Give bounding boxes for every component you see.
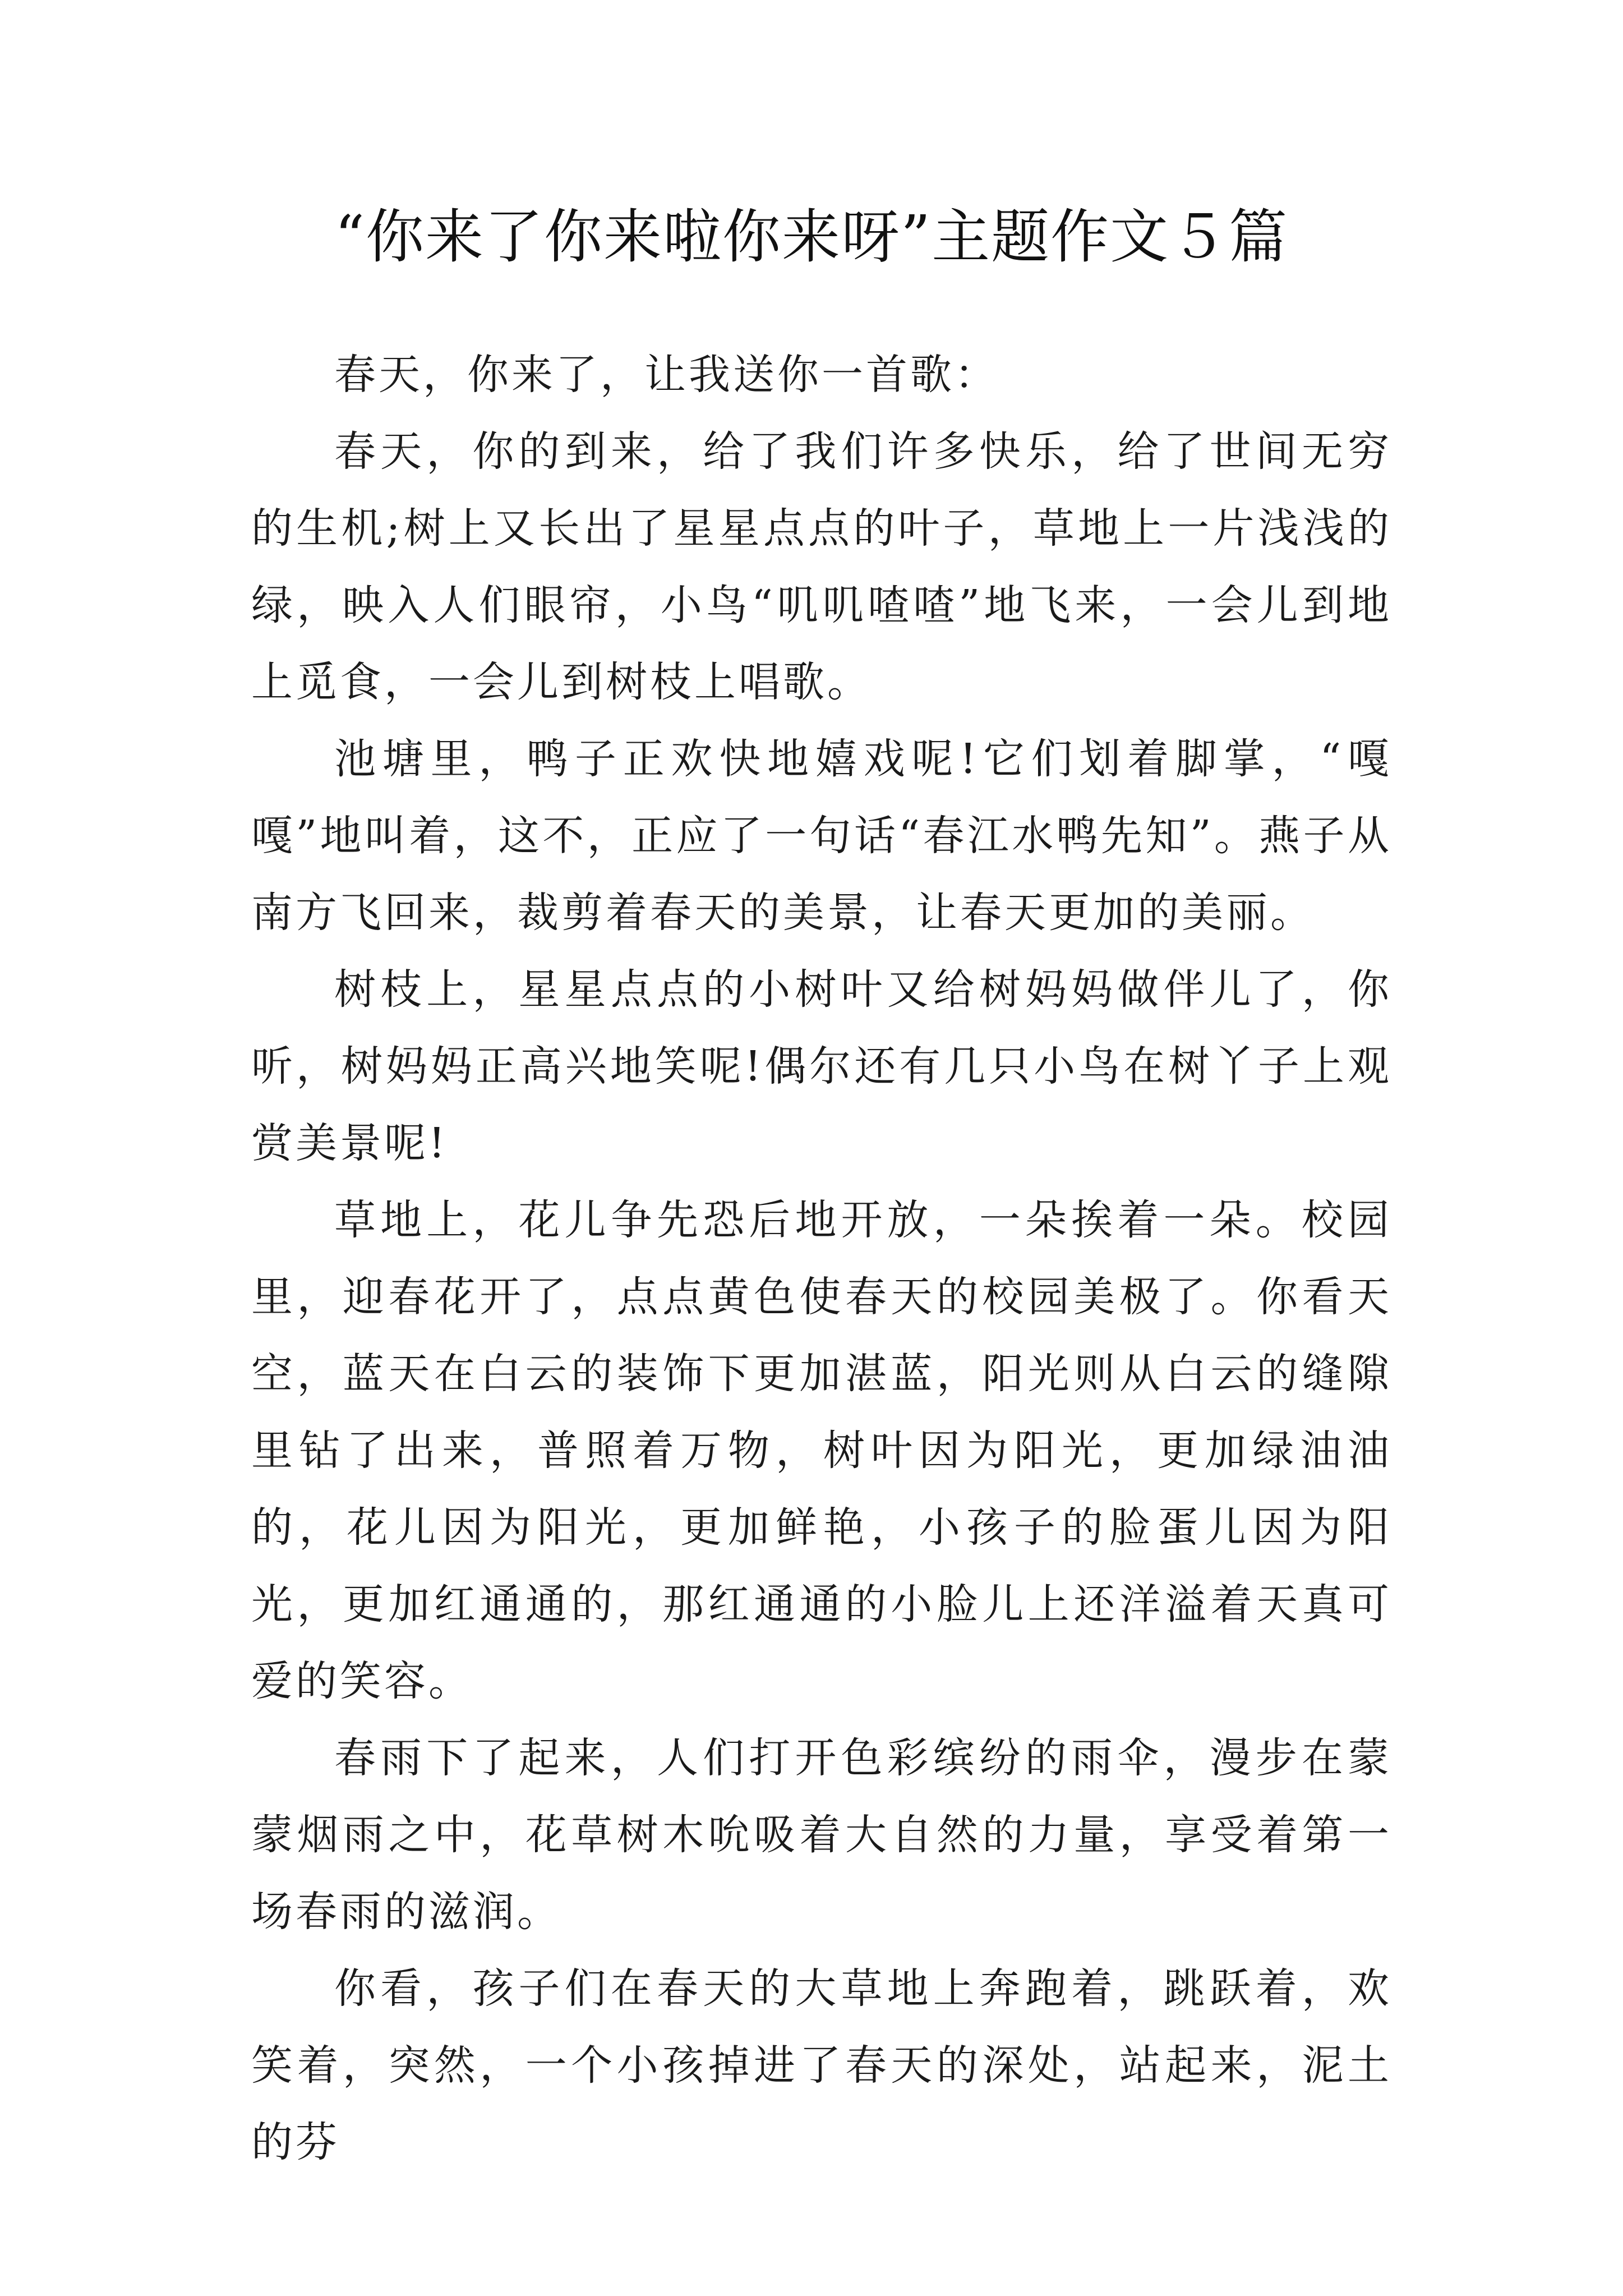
paragraph: 春雨下了起来，人们打开色彩缤纷的雨伞，漫步在蒙蒙烟雨之中，花草树木吮吸着大自然的力量，享受着第一场春雨的滋润。 [251, 1734, 1392, 1936]
paragraph: 你看，孩子们在春天的大草地上奔跑着，跳跃着，欢笑着，突然，一个小孩掉进了春天的深处，站起来，泥土的芬 [251, 1964, 1392, 2166]
paragraph: 草地上，花儿争先恐后地开放，一朵挨着一朵。校园里，迎春花开了，点点黄色使春天的校园美极了。你看天空，蓝天在白云的装饰下更加湛蓝，阳光则从白云的缝隙里钻了出来，普照着万物，树叶因为阳光，更加绿油油的，花儿因为阳光，更加鲜艳，小孩子的脸蛋儿因为阳光，更加红通通的，那红通通的小脸儿上还洋溢着天真可爱的笑容。 [251, 1196, 1392, 1705]
paragraph: 春天，你来了，让我送你一首歌： [334, 351, 999, 399]
document-body [251, 337, 1392, 2181]
paragraph: 池塘里，鸭子正欢快地嬉戏呢!它们划着脚掌，“嘎嘎”地叫着，这不，正应了一句话“春江水鸭先知”。燕子从南方飞回来，裁剪着春天的美景，让春天更加的美丽。 [251, 735, 1392, 937]
paragraph: 春天，你的到来，给了我们许多快乐，给了世间无穷的生机;树上又长出了星星点点的叶子，草地上一片浅浅的绿，映入人们眼帘，小鸟“叽叽喳喳”地飞来，一会儿到地上觅食，一会儿到树枝上唱歌。 [251, 427, 1392, 706]
paragraph: 树枝上，星星点点的小树叶又给树妈妈做伴儿了，你听，树妈妈正高兴地笑呢!偶尔还有几只小鸟在树丫子上观赏美景呢! [251, 965, 1392, 1167]
document-title: “你来了你来啦你来呀”主题作文５篇 [334, 203, 1289, 271]
